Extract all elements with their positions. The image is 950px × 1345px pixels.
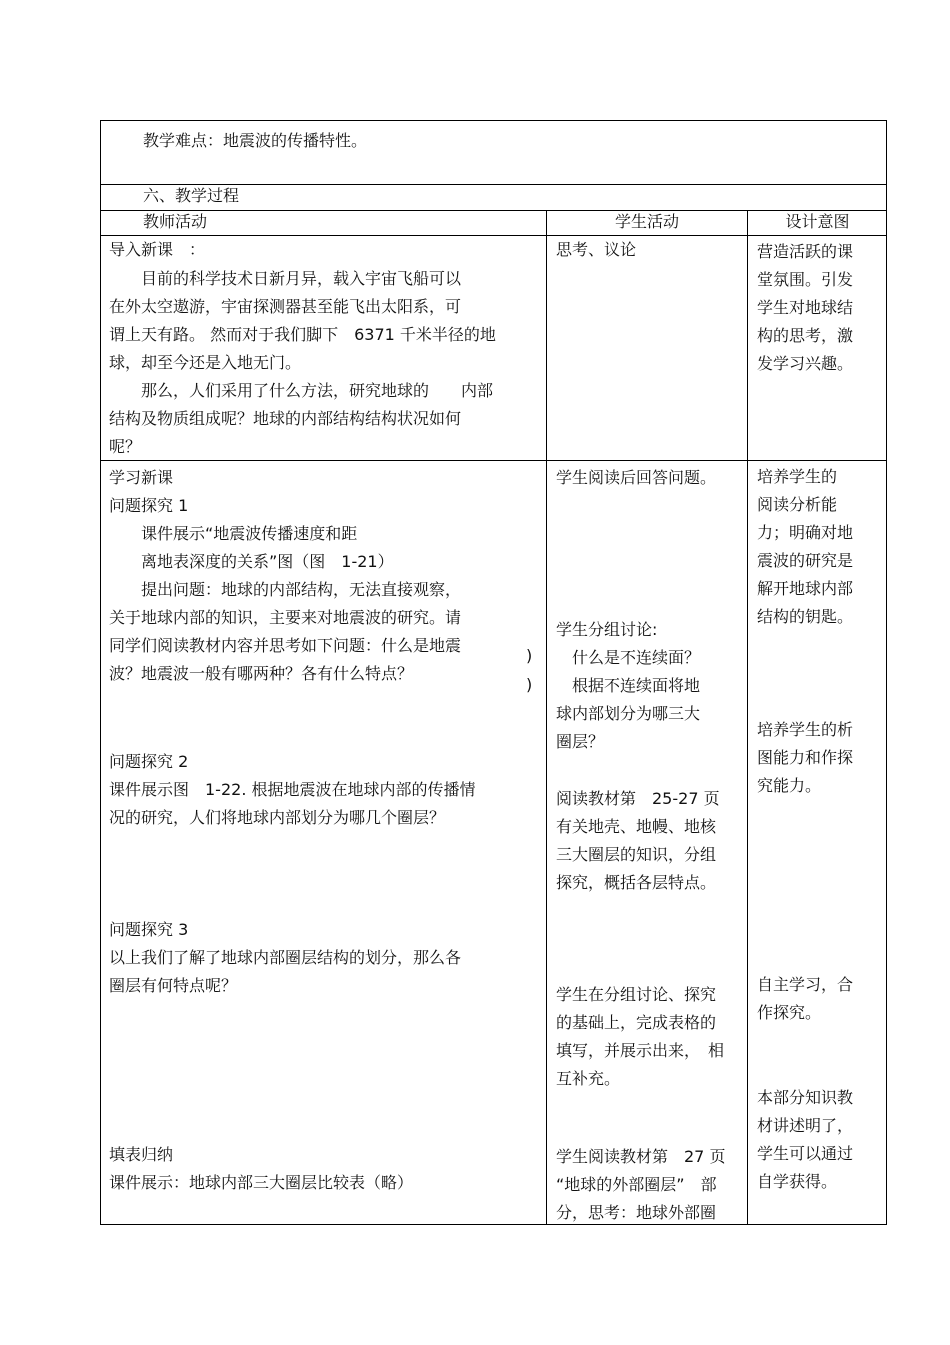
- text-line: 结构的钥匙。: [757, 607, 854, 626]
- text-line: 构的思考，激: [757, 326, 854, 345]
- text-line: 探究，概括各层特点。: [556, 873, 717, 892]
- text-line: 学生可以通过: [757, 1144, 854, 1163]
- student-activity-e: [556, 1143, 725, 1227]
- text-line: 材讲述明了，: [757, 1116, 854, 1135]
- text-line: 什么是不连续面？: [556, 648, 701, 667]
- text-line: 三大圈层的知识，分组: [556, 845, 717, 864]
- text-line: 学生分组讨论:: [556, 620, 658, 639]
- text-line: 提出问题：地球的内部结构，无法直接观察，: [109, 580, 462, 599]
- text-line: 关于地球内部的知识，主要来对地震波的研究。请: [109, 608, 462, 627]
- teacher-activity-inquiry-3: [109, 916, 461, 1000]
- teacher-activity-inquiry-2: [109, 748, 476, 832]
- intro-paragraph: [109, 265, 496, 461]
- student-activity-a: [556, 464, 716, 492]
- text-line: 课件展示：地球内部三大圈层比较表（略）: [109, 1173, 414, 1192]
- text-line: 填写，并展示出来， 相: [556, 1041, 725, 1060]
- paren-mark: ): [526, 646, 533, 665]
- text-line: 那么，人们采用了什么方法，研究地球的 内部: [109, 381, 494, 400]
- text-line: 阅读分析能: [757, 495, 838, 514]
- text-line: 堂氛围。引发: [757, 270, 854, 289]
- design-intent-intro: [757, 238, 853, 378]
- text-line: 填表归纳: [109, 1145, 174, 1164]
- text-line: 圈层？: [556, 732, 605, 751]
- design-intent-c: [757, 971, 853, 1027]
- text-line: 解开地球内部: [757, 579, 854, 598]
- text-line: 培养学生的析: [757, 720, 854, 739]
- student-activity-c: [556, 785, 720, 897]
- text-line: 球，却至今还是入地无门。: [109, 353, 302, 372]
- text-line: 学生对地球结: [757, 298, 854, 317]
- text-line: 同学们阅读教材内容并思考如下问题：什么是地震: [109, 636, 462, 655]
- text-line: 问题探究 3: [109, 920, 189, 939]
- text-line: 营造活跃的课: [757, 242, 854, 261]
- text-line: 课件展示“地震波传播速度和距: [109, 524, 358, 543]
- paren-mark: ): [526, 675, 533, 694]
- teaching-difficulty: 教学难点：地震波的传播特性。: [143, 131, 368, 150]
- text-line: 发学习兴趣。: [757, 354, 854, 373]
- header-design-intent: 设计意图: [785, 212, 850, 231]
- teacher-activity-inquiry-1: [109, 464, 461, 688]
- student-activity-intro: 思考、议论: [556, 240, 637, 259]
- divider: [100, 235, 887, 236]
- text-line: 课件展示图 1-22. 根据地震波在地球内部的传播情: [109, 780, 476, 799]
- intro-heading: 导入新课 ：: [109, 240, 206, 259]
- text-line: 自学获得。: [757, 1172, 838, 1191]
- text-line: 的基础上，完成表格的: [556, 1013, 717, 1032]
- text-line: 况的研究，人们将地球内部划分为哪几个圈层？: [109, 808, 446, 827]
- text-line: 问题探究 1: [109, 496, 189, 515]
- text-line: 震波的研究是: [757, 551, 854, 570]
- text-line: 谓上天有路。 然而对于我们脚下 6371 千米半径的地: [109, 325, 496, 344]
- student-activity-b: [556, 616, 700, 756]
- text-line: 自主学习，合: [757, 975, 854, 994]
- text-line: 图能力和作探: [757, 748, 854, 767]
- text-line: 学习新课: [109, 468, 174, 487]
- text-line: 学生阅读教材第 27 页: [556, 1147, 726, 1166]
- text-line: 波？地震波一般有哪两种？各有什么特点？: [109, 664, 414, 683]
- column-divider: [747, 210, 748, 1225]
- text-line: 球内部划分为哪三大: [556, 704, 701, 723]
- column-divider: [546, 210, 547, 1225]
- text-line: 究能力。: [757, 776, 822, 795]
- text-line: 根据不连续面将地: [556, 676, 701, 695]
- divider: [100, 210, 887, 211]
- design-intent-a: [757, 463, 853, 631]
- text-line: 本部分知识教: [757, 1088, 854, 1107]
- text-line: 圈层有何特点呢？: [109, 976, 238, 995]
- header-teacher-activity: 教师活动: [143, 212, 208, 231]
- text-line: 学生阅读后回答问题。: [556, 468, 717, 487]
- design-intent-b: [757, 716, 853, 800]
- text-line: 培养学生的: [757, 467, 838, 486]
- divider: [100, 184, 887, 185]
- text-line: 有关地壳、地幔、地核: [556, 817, 717, 836]
- text-line: 阅读教材第 25-27 页: [556, 789, 720, 808]
- text-line: 在外太空遨游，宇宙探测器甚至能飞出太阳系，可: [109, 297, 462, 316]
- text-line: 互补充。: [556, 1069, 621, 1088]
- text-line: 问题探究 2: [109, 752, 189, 771]
- text-line: 分，思考：地球外部圈: [556, 1203, 717, 1222]
- text-line: 力；明确对地: [757, 523, 854, 542]
- student-activity-d: [556, 981, 724, 1093]
- section-title: 六、教学过程: [143, 186, 240, 205]
- text-line: “地球的外部圈层” 部: [556, 1175, 717, 1194]
- text-line: 作探究。: [757, 1003, 822, 1022]
- header-student-activity: 学生活动: [614, 212, 679, 231]
- design-intent-d: [757, 1084, 853, 1196]
- text-line: 离地表深度的关系”图（图 1-21）: [109, 552, 394, 571]
- text-line: 目前的科学技术日新月异，载入宇宙飞船可以: [109, 269, 462, 288]
- text-line: 呢？: [109, 437, 142, 456]
- teacher-activity-summary: [109, 1141, 413, 1197]
- text-line: 学生在分组讨论、探究: [556, 985, 717, 1004]
- text-line: 结构及物质组成呢？地球的内部结构结构状况如何: [109, 409, 462, 428]
- text-line: 以上我们了解了地球内部圈层结构的划分，那么各: [109, 948, 462, 967]
